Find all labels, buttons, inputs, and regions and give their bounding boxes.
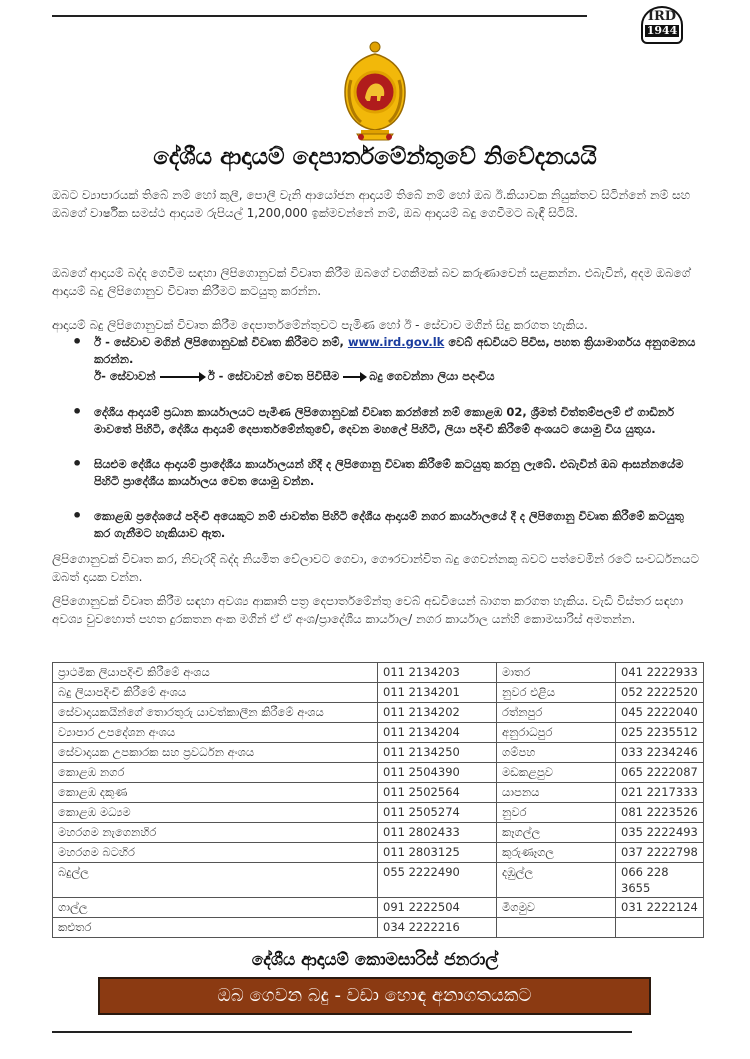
table-cell: කොළඹ දකුණ <box>53 783 378 803</box>
paragraph-1: ඔබට ව්‍යාපාරයක් තිබේ නම් හෝ කුලී, පොලී වැනි ආයෝජන ආදායම් තිබේ නම් හෝ ඔබ ඊ.කියාවක නියුක්තව සිටින්නේ නම් සහ ඔබගේ වාර්ෂික සමස්ථ ආදායම රුපියල් 1,200,000 ඉක්මවන්නේ නම්, ඔබ ආදායම් බදු ගෙවීමට බැඳී සිටියි. <box>52 188 691 220</box>
table-cell: 052 2222520 <box>616 683 704 703</box>
table-row <box>53 898 704 918</box>
table-cell: කොළඹ නගර <box>53 763 378 783</box>
arrow-right-icon <box>160 376 204 378</box>
table-cell <box>497 918 616 938</box>
table-cell: මහරගම බටහිර <box>53 843 378 863</box>
table-cell: 011 2134204 <box>378 723 497 743</box>
bottom-rule <box>52 1031 632 1033</box>
table-row <box>53 803 704 823</box>
table-cell: මහරගම නැගෙනහිර <box>53 823 378 843</box>
table-row <box>53 763 704 783</box>
top-rule <box>52 15 587 17</box>
eservice-flow <box>94 368 704 385</box>
options-list <box>52 334 704 542</box>
table-row <box>53 683 704 703</box>
slogan-banner: ඔබ ගෙවන බදු - වඩා හොඳ අනාගතයකට <box>98 977 651 1015</box>
table-cell: කෑගල්ල <box>497 823 616 843</box>
table-row <box>53 703 704 723</box>
list-item: • කොළඹ ප්‍රදේශයේ පදිංචි අයෙකුට නම් ජාවත්ත පිහිටි දේශීය ආදායම් නගර කාර්යාලයේ දී ද ලිපිගොනු විවෘත කිරීමේ කටයුතු කර ගැනීමට හැකියාව ඇත. <box>52 508 704 542</box>
table-cell: නුවර එළිය <box>497 683 616 703</box>
table-cell: සේවාදායක උපකාරක සහ ප්‍රවර්ධන අංශය <box>53 743 378 763</box>
ird-logo-line2: 1944 <box>646 24 678 37</box>
table-cell: සේවාදායකයින්ගේ තොරතුරු යාවත්කාලීන කිරීමේ අංශය <box>53 703 378 723</box>
table-cell: 011 2502564 <box>378 783 497 803</box>
table-cell: 037 2222798 <box>616 843 704 863</box>
table-row <box>53 783 704 803</box>
flow-step-1: ඊ- සේවාවන් <box>94 369 156 383</box>
table-cell: 025 2235512 <box>616 723 704 743</box>
paragraph-4: ලිපිගොනුවක් විවෘත කර, නිවැරදි බද්ද නියමිත වේලාවට ගෙවා, ගෞරවාන්විත බදු ගෙවන්නකු බවට පත්වෙමින් රටේ සංවර්ධනයට ඔබත් දායක වන්න. <box>52 552 699 584</box>
list-item: • දේශීය ආදායම් ප්‍රධාන කාර්යාලයට පැමිණ ලිපිගොනුවක් විවෘත කරන්නේ නම් කොළඹ 02, ශ්‍රීමත් චිත්තම්පලම් ඒ ගාඩිනර් මාවතේ පිහිටි, දේශීය ආදායම් දෙපාර්තමේන්තුවේ, දෙවන මහලේ පිහිටි, ලියා පදිංචි කිරීමේ අංශයට යොමු විය යුතුය. <box>52 404 704 438</box>
table-row <box>53 723 704 743</box>
table-cell: මීගමුව <box>497 898 616 918</box>
table-cell: 066 228 3655 <box>616 863 704 898</box>
table-cell: 011 2134202 <box>378 703 497 723</box>
table-cell: 041 2222933 <box>616 663 704 683</box>
table-cell: අනුරාධපුර <box>497 723 616 743</box>
paragraph-2: ඔබගේ ආදායම් බද්ද ගෙවීම සඳහා ලිපිගොනුවක් විවෘත කිරීම ඔබගේ වගකීමක් බව කරුණාවෙන් සළකන්න. එබැවින්, අදම ඔබගේ ආදායම් බදු ලිපිගොනුව විවෘත කිරීමට කටයුතු කරන්න. <box>52 266 691 298</box>
ird-logo <box>641 6 683 44</box>
signatory-title: දේශීය ආදායම් කොමසාරිස් ජනරාල් <box>251 950 499 970</box>
table-cell: 031 2222124 <box>616 898 704 918</box>
table-cell: 011 2802433 <box>378 823 497 843</box>
contacts-table <box>52 662 704 938</box>
flow-step-3: බදු ගෙවන්නා ලියා පදංචිය <box>369 369 495 383</box>
table-cell: බදු ලියාපදිංචි කිරීමේ අංශය <box>53 683 378 703</box>
table-cell: මඩකළපුව <box>497 763 616 783</box>
table-cell: ප්‍රාථමික ලියාපදිංචි කිරීමේ අංශය <box>53 663 378 683</box>
table-cell: 055 2222490 <box>378 863 497 898</box>
table-cell: රත්නපුර <box>497 703 616 723</box>
ird-website-link[interactable]: www.ird.gov.lk <box>347 335 445 349</box>
arrow-right-icon <box>343 376 365 378</box>
table-cell: කළුතර <box>53 918 378 938</box>
table-cell: කොළඹ මධ්‍යම <box>53 803 378 823</box>
ird-logo-line1: IRD <box>647 9 677 24</box>
table-cell: 034 2222216 <box>378 918 497 938</box>
table-cell: ගම්පහ <box>497 743 616 763</box>
table-cell: 011 2505274 <box>378 803 497 823</box>
page-title: දේශීය ආදායම් දෙපාර්තමේන්තුවේ නිවේදනයයි <box>153 144 597 170</box>
table-cell: 091 2222504 <box>378 898 497 918</box>
list-item <box>52 334 704 385</box>
flow-step-2: ඊ - සේවාවන් වෙත පිවිසීම <box>207 369 340 383</box>
table-row <box>53 918 704 938</box>
table-cell: 081 2223526 <box>616 803 704 823</box>
table-cell: 033 2234246 <box>616 743 704 763</box>
table-cell: 011 2803125 <box>378 843 497 863</box>
table-cell: ගාල්ල <box>53 898 378 918</box>
table-row <box>53 663 704 683</box>
table-cell: 045 2222040 <box>616 703 704 723</box>
national-emblem-icon <box>337 40 413 144</box>
paragraph-3: ආදායම් බදු ලිපිගොනුවක් විවෘත කිරීම දෙපාර්තමේන්තුවට පැමිණ හෝ ඊ - සේවාව මගින් සිදු කරගත හැකිය. <box>52 318 588 332</box>
paragraph-5: ලිපිගොනුවක් විවෘත කිරීම සඳහා අවශ්‍ය ආකෘති පත්‍ර දෙපාර්තමේන්තු වෙබ් අඩවියෙන් බාගත කරගත හැකිය. වැඩි විස්තර සඳහා අවශ්‍ය වුවහොත් පහත දුරකතන අංක මගින් ඒ ඒ අංශ/ප්‍රාදේශීය කාර්යාල/ නගර කාර්යාල යන්හි කොමසාරිස් අමතන්න. <box>52 594 684 626</box>
table-cell: මාතර <box>497 663 616 683</box>
table-row <box>53 863 704 898</box>
table-row <box>53 743 704 763</box>
table-cell: ව්‍යාපාර උපදේශන අංශය <box>53 723 378 743</box>
table-cell: 011 2134250 <box>378 743 497 763</box>
table-cell <box>616 918 704 938</box>
list-item: • සියළුම දේශීය ආදායම් ප්‍රාදේශීය කාර්යාලයන් හිදී ද ලිපිගොනු විවෘත කිරීමේ කටයුතු කරනු ලැබේ. එබැවින් ඔබ ආසන්නයේම පිහිටි ප්‍රාදේශීය කාර්යාලය වෙත යොමු වන්න. <box>52 456 704 490</box>
table-cell: 035 2222493 <box>616 823 704 843</box>
table-cell: නුවර <box>497 803 616 823</box>
table-cell: 011 2134203 <box>378 663 497 683</box>
bullet-1-text: ඊ - සේවාව මගින් ලිපිගොනුවක් විවෘත කිරීමට නම්, <box>94 335 344 349</box>
table-cell: 011 2134201 <box>378 683 497 703</box>
table-row <box>53 823 704 843</box>
table-cell: කුරුණෑගල <box>497 843 616 863</box>
table-cell: 011 2504390 <box>378 763 497 783</box>
table-cell: 065 2222087 <box>616 763 704 783</box>
bullet-1-text-cont: වෙබ් අඩවියට පිවිස, පහත ක්‍රියාමාර්ගය අනුගමනය කරන්න. <box>94 335 696 366</box>
table-row <box>53 843 704 863</box>
table-cell: බදුල්ල <box>53 863 378 898</box>
table-cell: යාපනය <box>497 783 616 803</box>
table-cell: දඹුල්ල <box>497 863 616 898</box>
table-cell: 021 2217333 <box>616 783 704 803</box>
